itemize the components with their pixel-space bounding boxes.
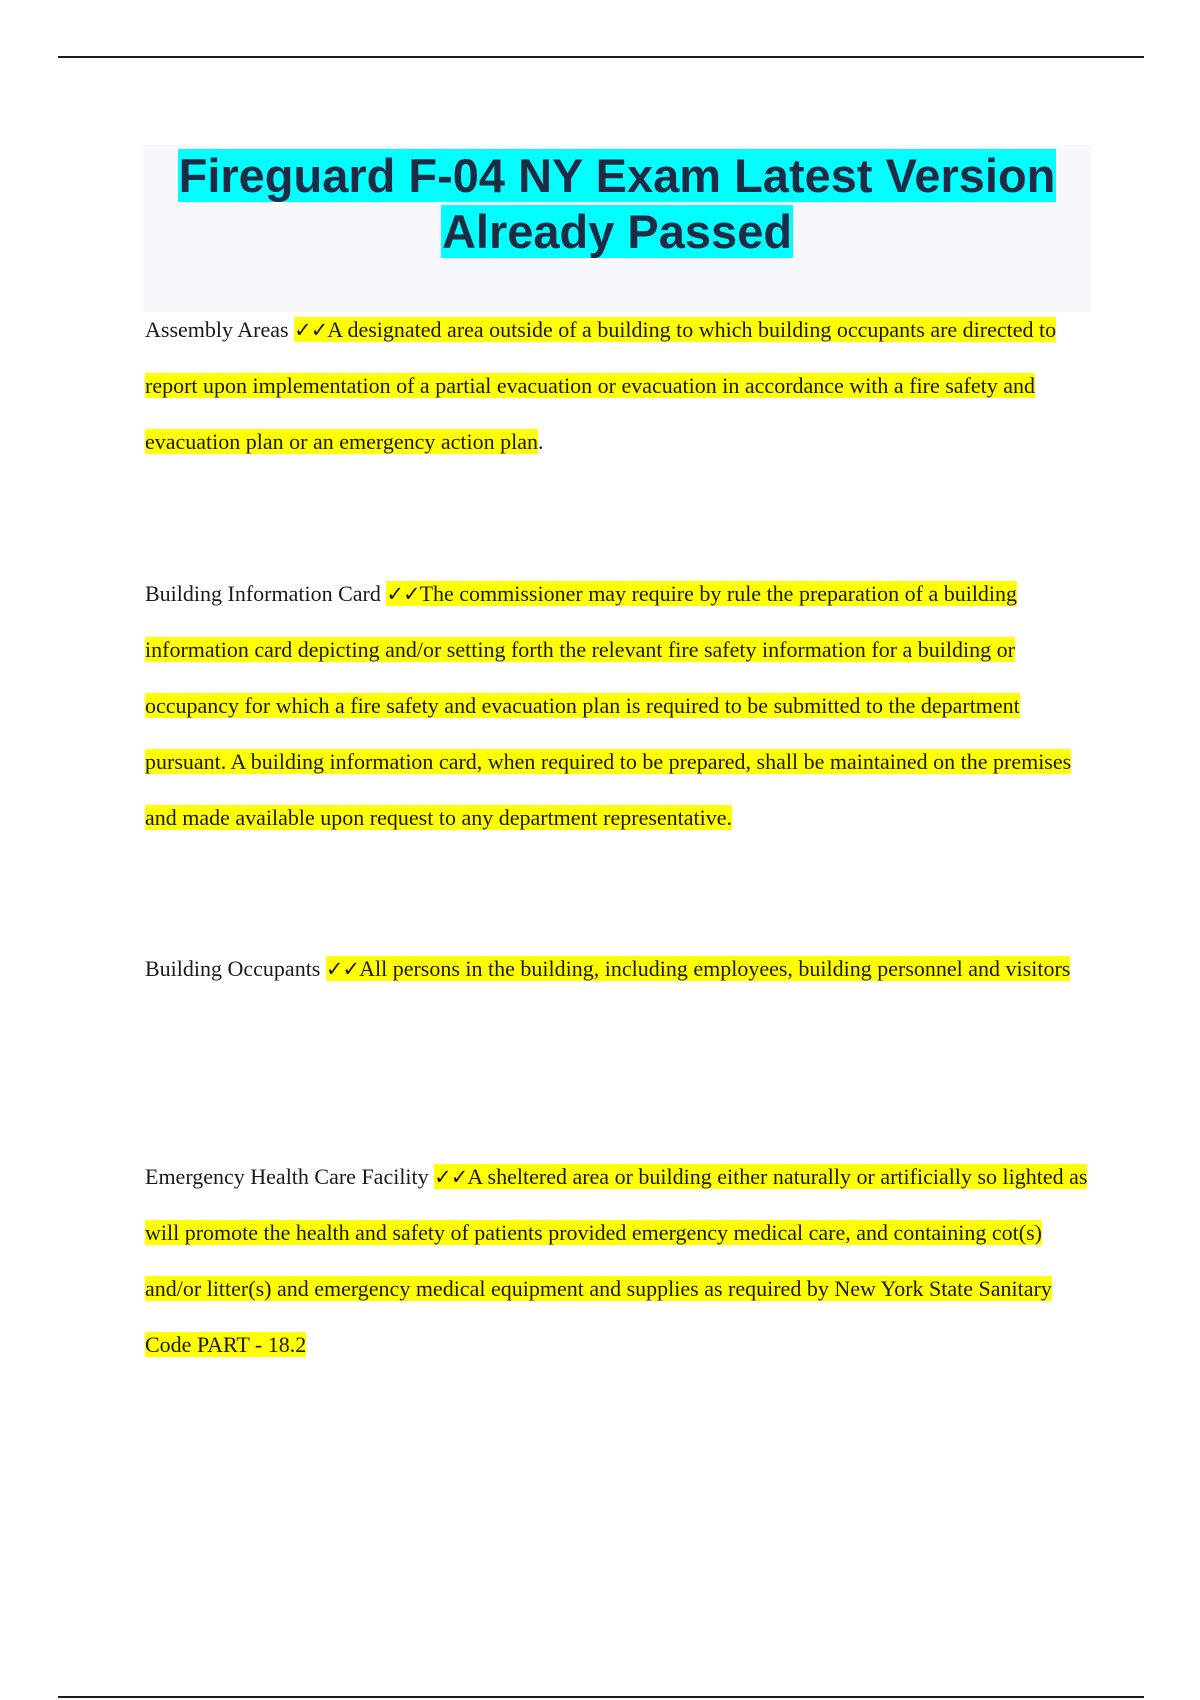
entry-term: Building Occupants [145, 956, 321, 981]
glossary-entry [145, 1149, 1090, 1373]
document-title [143, 145, 1091, 260]
glossary-entry [145, 302, 1090, 470]
header-rule [58, 56, 1144, 58]
entry-definition: A sheltered area or building either naturally or artificially so lighted as will promote the health and safety of patients provided emergency medical care, and containing cot(s) and/or litter(s) and emergency medical equipment and supplies as required by New York State Sanitary Code PART - 18.2 [145, 1164, 1088, 1357]
entry-definition-highlight [326, 956, 1070, 981]
entry-definition-highlight [145, 581, 1071, 830]
title-block [143, 145, 1091, 312]
title-line-2: Already Passed [441, 205, 793, 258]
entry-trailing: . [537, 429, 544, 454]
entry-definition-highlight [145, 1164, 1087, 1357]
entry-definition: The commissioner may require by rule the preparation of a building information card depicting and/or setting forth the relevant fire safety information for a building or occupancy for which a fire safety and evacuation plan is required to be submitted to the department pursuant. A building information card, when required to be prepared, shall be maintained on the premises and made available upon request to any department representative. [145, 581, 1072, 830]
entry-definition: A designated area outside of a building to which building occupants are directed to report upon implementation of a partial evacuation or evacuation in accordance with a fire safety and evacuation plan or an emergency action plan [145, 317, 1057, 454]
entry-term: Building Information Card [145, 581, 381, 606]
title-line-1: Fireguard F-04 NY Exam Latest Version [178, 149, 1056, 202]
glossary-entry [145, 566, 1090, 846]
entry-term: Emergency Health Care Facility [145, 1164, 429, 1189]
entry-term: Assembly Areas [145, 317, 289, 342]
double-check-icon: ✓✓ [434, 1165, 468, 1189]
double-check-icon: ✓✓ [325, 957, 360, 981]
glossary-entry [145, 941, 1090, 997]
double-check-icon: ✓✓ [386, 582, 420, 606]
footer-rule [58, 1696, 1144, 1698]
double-check-icon: ✓✓ [294, 318, 328, 342]
entry-definition: All persons in the building, including employees, building personnel and visitors [359, 956, 1071, 981]
